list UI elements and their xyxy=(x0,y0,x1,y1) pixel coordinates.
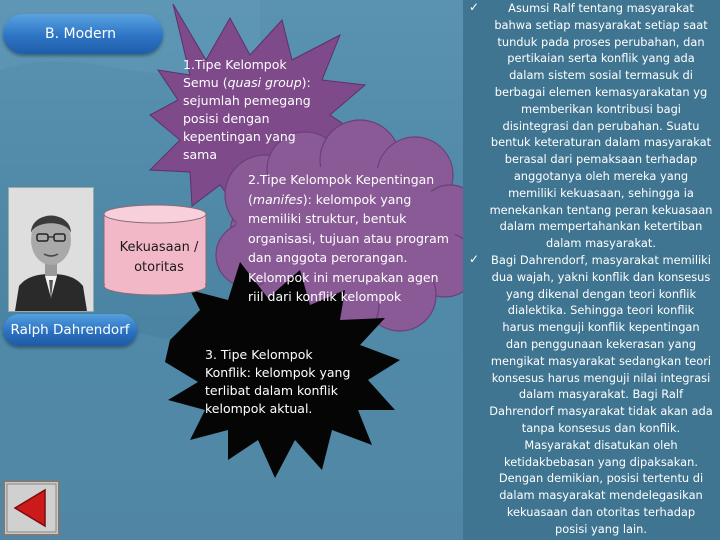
konflik-line: terlibat dalam konflik xyxy=(205,383,338,398)
cylinder-label-line-2: otoritas xyxy=(134,260,184,275)
check-icon: ✓ xyxy=(469,252,480,266)
quasi-line: Semu (quasi group): xyxy=(183,75,311,90)
quasi-line: 1.Tipe Kelompok xyxy=(183,57,287,72)
para2-line: harus menguji konflik kepentingan xyxy=(502,320,700,335)
manifes-text xyxy=(248,170,460,307)
para2-line: dalam masyarakat mendelegasikan xyxy=(499,488,703,503)
para2-line: mengikat masyarakat sedangkan teori xyxy=(490,353,712,368)
quasi-line: sejumlah pemegang xyxy=(183,93,311,108)
para1-line: bahwa setiap masyarakat setiap saat xyxy=(494,17,708,32)
manifes-line: Kelompok ini merupakan agen xyxy=(248,269,439,285)
previous-slide-button[interactable] xyxy=(3,480,60,536)
para2-line: posisi yang lain. xyxy=(555,521,647,536)
cylinder-label xyxy=(113,238,205,278)
para2-line: tanpa konsesus dan konflik. xyxy=(521,420,681,435)
para1-line: berasal dari pemaksaan terhadap xyxy=(504,152,698,167)
play-left-icon xyxy=(5,482,58,534)
konflik-line: kelompok aktual. xyxy=(205,401,313,416)
para1-line: tunduk pada proses perubahan, dan xyxy=(497,34,705,49)
description-panel xyxy=(463,0,720,540)
konflik-line: Konflik: kelompok yang xyxy=(205,365,351,380)
konflik-text xyxy=(205,346,363,418)
para1-line: dalam sistem sosial termasuk di xyxy=(509,68,693,83)
person-name-label: Ralph Dahrendorf xyxy=(3,314,137,346)
para1-line: menekankan tentang peran kekuasaan xyxy=(489,202,713,217)
section-title: B. Modern xyxy=(3,14,163,54)
para2-line: Dahrendorf masyarakat tidak akan ada xyxy=(489,404,713,419)
quasi-line: sama xyxy=(183,147,218,162)
manifes-line: organisasi, tujuan atau program xyxy=(248,230,449,246)
para2-line: dalam masyarakat. Bagi Ralf xyxy=(518,387,684,402)
manifes-line: 2.Tipe Kelompok Kepentingan xyxy=(248,172,435,187)
para1-line: dalam mempertahankan ketertiban xyxy=(499,219,703,234)
para1-line: anggotanya oleh mereka yang xyxy=(513,168,689,183)
para2-line: dua wajah, yakni konflik dan konsesus xyxy=(491,269,711,284)
para2-line: Bagi Dahrendorf, masyarakat memiliki xyxy=(491,253,711,267)
para2-line: ketidakbebasan yang dipaksakan. xyxy=(504,454,698,469)
manifes-line: dan anggota perorangan. xyxy=(248,250,408,265)
quasi-line: posisi dengan xyxy=(183,111,270,126)
para1-line: memiliki kekuasaan, sehingga ia xyxy=(508,185,694,200)
para2-line: konsesus harus menguji nilai integrasi xyxy=(491,370,711,385)
para2-line: kekuasaan dan otoritas terhadap xyxy=(506,504,696,519)
para2-line: yang dikenal dengan teori konflik xyxy=(505,286,697,301)
check-icon: ✓ xyxy=(469,0,480,14)
manifes-line: memiliki struktur, bentuk xyxy=(248,211,407,226)
para1-line: pertikaian serta konflik yang ada xyxy=(507,51,695,66)
para1-line: memberikan kontribusi bagi xyxy=(521,101,681,116)
para2-line: Dengan demikian, posisi tertentu di xyxy=(498,471,704,486)
para2-line: Masyarakat disatukan oleh xyxy=(524,437,678,452)
para1-line: dalam masyarakat. xyxy=(546,236,656,251)
para2-line: dialektika. Sehingga teori konflik xyxy=(507,303,695,318)
paragraph-dahrendorf xyxy=(485,252,717,538)
konflik-line: 3. Tipe Kelompok xyxy=(205,347,313,362)
paragraph-assumption xyxy=(485,0,717,252)
para1-line: bentuk keteraturan dalam masyarakat xyxy=(490,135,712,150)
para1-line: berbagai elemen kemasyarakatan yg xyxy=(494,84,708,99)
cylinder-label-line-1: Kekuasaan / xyxy=(119,240,199,255)
manifes-line: (manifes): kelompok yang xyxy=(248,191,412,207)
manifes-line: riil dari konflik kelompok xyxy=(248,289,402,304)
para2-line: dan penggunaan kekerasan yang xyxy=(505,336,697,351)
para1-line: disintegrasi dan perubahan. Suatu xyxy=(502,118,700,133)
quasi-line: kepentingan yang xyxy=(183,129,296,144)
quasi-group-text xyxy=(183,56,327,164)
portrait-photo xyxy=(8,187,94,312)
portrait-drawing xyxy=(9,188,93,311)
para1-line: Asumsi Ralf tentang masyarakat xyxy=(508,1,694,15)
